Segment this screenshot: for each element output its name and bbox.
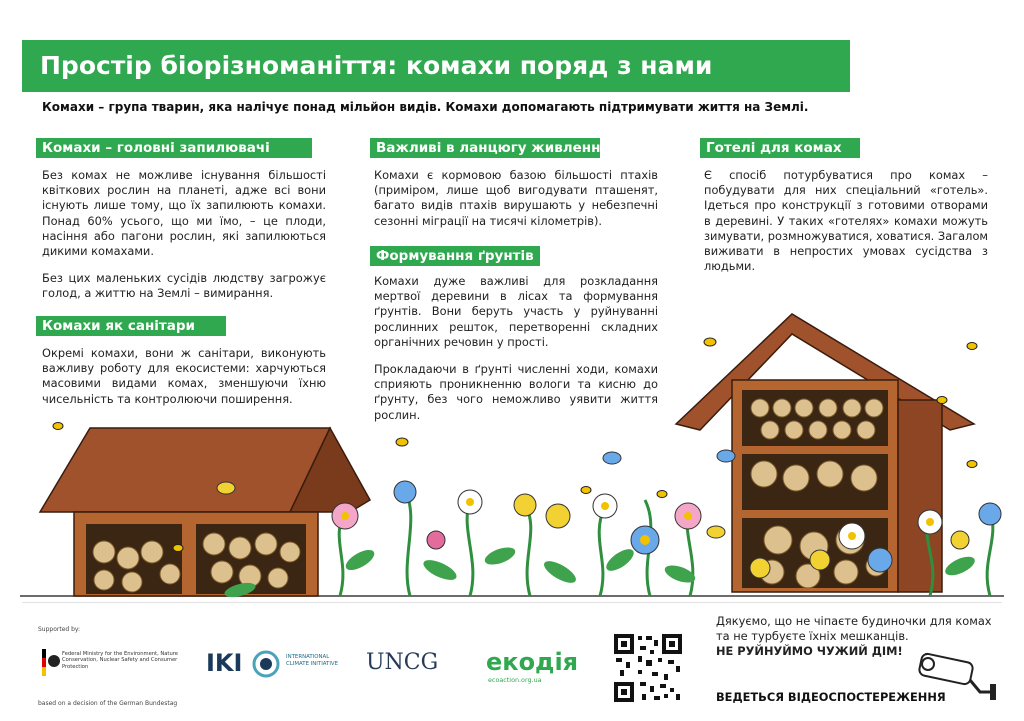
insect-hotel-illustration <box>0 300 1024 600</box>
section-heading-hotels: Готелі для комах <box>700 138 860 158</box>
small-insect-hotel <box>40 428 370 596</box>
bmu-text: Federal Ministry for the Environment, Nature Conservation, Nuclear Safety and Consumer Protection <box>62 651 178 670</box>
ekodia-logo: екодія <box>486 648 579 676</box>
section-text-hotels <box>704 168 988 286</box>
paragraph: Прокладаючи в ґрунті численні ходи, комахи сприяють проникненню вологи та кисню до ґрунту, без чого неможливо уявити життя рослин. <box>374 362 658 422</box>
video-surveillance-notice: ВЕДЕТЬСЯ ВІДЕОСПОСТЕРЕЖЕННЯ <box>716 690 946 704</box>
section-heading-soil: Формування ґрунтів <box>370 246 540 266</box>
bundestag-note: based on a decision of the German Bundestag <box>38 700 178 707</box>
paragraph: Без цих маленьких сусідів людству загрожує голод, а життю на Землі – вимирання. <box>42 271 326 301</box>
thanks-slogan: НЕ РУЙНУЙМО ЧУЖИЙ ДІМ! <box>716 644 903 658</box>
page-title: Простір біорізноманіття: комахи поряд з нами <box>22 40 850 92</box>
thanks-text: Дякуємо, що не чіпаєте будиночки для комах та не турбуєте їхніх мешканців. <box>716 614 992 643</box>
footer-divider <box>22 602 1002 603</box>
supported-by-label: Supported by: <box>38 626 81 633</box>
ekodia-url[interactable]: ecoaction.org.ua <box>488 676 542 684</box>
paragraph: Є спосіб потурбуватися про комах – побудувати для них спеціальний «готель». Ідеться про конструкції з готовими отворами в деревині. У таких «готелях» комахи можуть зимувати, розмножуватися, ховатися. Загалом виживати в непростих умовах сусідства з людьми. <box>704 168 989 274</box>
paragraph: Без комах не можливе існування більшості квіткових рослин на планеті, адже всі вони існують лише тому, що їх запилюють комахи. Понад 60% усього, що ми їмо, – це плоди, насіння або пагони рослин, які запилюються дикими комахами. <box>42 168 326 259</box>
uncg-logo: UNCG <box>366 650 439 675</box>
paragraph: Комахи дуже важливі для розкладання мертвої деревини в лісах та формування ґрунтів. Вони беруть участь у руйнуванні рослинних решток, перетворенні складних органічних речовин у прості. <box>374 274 658 349</box>
section-heading-foodchain: Важливі в ланцюгу живлення <box>370 138 600 158</box>
intro-text: Комахи – група тварин, яка налічує понад мільйон видів. Комахи допомагають підтримувати життя на Землі. <box>42 100 809 114</box>
section-heading-sanitary: Комахи як санітари <box>36 316 226 336</box>
qr-code[interactable] <box>612 632 684 704</box>
iki-logo-subtitle: INTERNATIONAL CLIMATE INITIATIVE <box>286 654 339 667</box>
paragraph: Окремі комахи, вони ж санітари, виконують важливу роботу для екосистеми: харчуються масовими видами комах, зменшуючи їхню чисельність та контролюючи поширення. <box>42 346 326 406</box>
section-text-pollinators <box>42 168 326 314</box>
paragraph: Комахи є кормовою базою більшості птахів (приміром, лише щоб вигодувати пташенят, багато видів птахів вирушають у небезпечні сезонні міграції на тисячі кілометрів). <box>374 168 658 228</box>
iki-globe-icon <box>252 650 280 678</box>
section-text-foodchain <box>374 168 658 241</box>
iki-logo-letters: IKI <box>206 649 243 677</box>
section-heading-pollinators: Комахи – головні запилювачі <box>36 138 312 158</box>
